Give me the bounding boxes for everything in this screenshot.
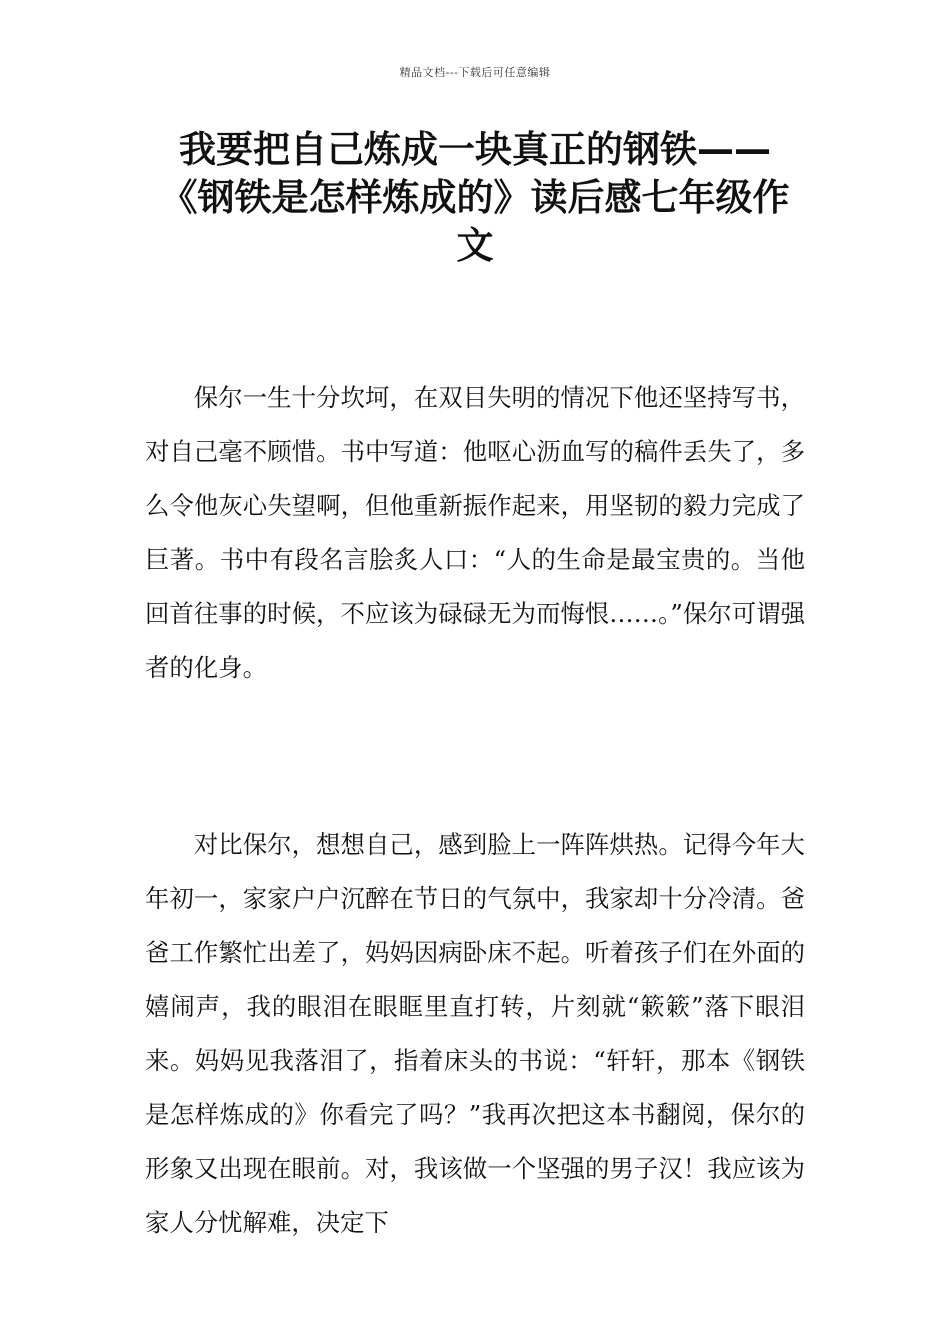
document-title: 我要把自己炼成一块真正的钢铁——《钢铁是怎样炼成的》读后感七年级作文 — [160, 128, 790, 267]
paragraph-2: 对比保尔，想想自己，感到脸上一阵阵烘热。记得今年大年初一，家家户户沉醉在节日的气氛中，我家却十分冷清。爸爸工作繁忙出差了，妈妈因病卧床不起。听着孩子们在外面的嬉闹声，我的眼泪在眼眶里直打转，片刻就“簌簌”落下眼泪来。妈妈见我落泪了，指着床头的书说：“轩轩，那本《钢铁是怎样炼成的》你看完了吗？”我再次把这本书翻阅，保尔的形象又出现在眼前。对，我该做一个坚强的男子汉！我应该为家人分忧解难，决定下 — [145, 830, 805, 1237]
header-note: 精品文档---下载后可任意编辑 — [399, 66, 551, 79]
paragraph-1: 保尔一生十分坎坷，在双目失明的情况下他还坚持写书，对自己毫不顾惜。书中写道：他呕心沥血写的稿件丢失了，多么令他灰心失望啊，但他重新振作起来，用坚韧的毅力完成了巨著。书中有段名言脍炙人口：“人的生命是最宝贵的。当他回首往事的时候，不应该为碌碌无为而悔恨……。”保尔可谓强者的化身。 — [145, 383, 805, 682]
